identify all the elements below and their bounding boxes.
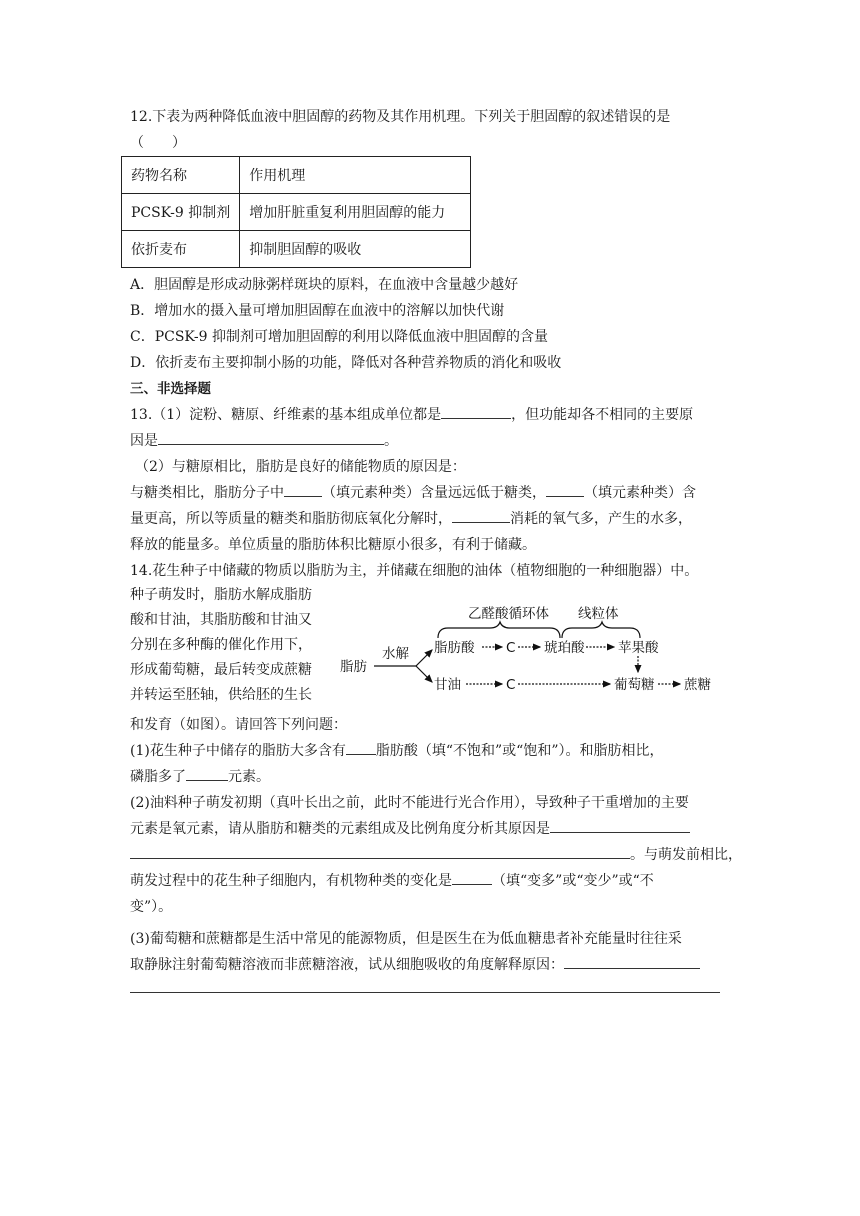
q14-narrow-5: 并转运至胚轴，供给胚的生长 [130, 687, 312, 703]
q13-line-1 [130, 406, 693, 424]
answer-blank [158, 432, 384, 445]
q14-p3-line-2 [130, 956, 700, 974]
answer-blank [564, 956, 700, 969]
label-glyoxysome: 乙醛酸循环体 [468, 606, 549, 622]
label-hydrolysis: 水解 [382, 646, 409, 662]
q13-text: 。 [384, 433, 398, 449]
q12-answer-paren: （ ） [130, 135, 186, 151]
table-header-row [122, 157, 471, 194]
arrow-to-fatty-acid [416, 650, 432, 666]
q14-text: 。与萌发前相比， [630, 847, 742, 863]
q14-narrow-2: 酸和甘油，其脂肪酸和甘油又 [130, 612, 312, 628]
node-c-2: C [506, 677, 516, 693]
q14-narrow-1: 种子萌发时，脂肪水解成脂肪 [130, 587, 312, 603]
q13-text: 13.（1）淀粉、糖原、纤维素的基本组成单位都是 [130, 407, 442, 423]
q12-option-c: C．PCSK-9 抑制剂可增加胆固醇的利用以降低血液中胆固醇的含量 [130, 329, 548, 345]
node-sucrose: 蔗糖 [684, 677, 711, 693]
q14-text: （填“变多”或“变少”或“不 [492, 873, 654, 889]
node-succinic-acid: 琥珀酸 [544, 640, 585, 656]
q13-line-4 [130, 484, 696, 502]
table-cell: 增加肝脏重复利用胆固醇的能力 [240, 194, 471, 231]
q14-text: 萌发过程中的花生种子细胞内，有机物种类的变化是 [130, 873, 452, 889]
table-row [122, 231, 471, 268]
section-heading: 三、非选择题 [130, 381, 211, 397]
q13-text: （填元素种类）含 [584, 485, 696, 501]
q13-line-3: （2）与糖原相比，脂肪是良好的储能物质的原因是： [135, 459, 466, 475]
answer-blank [550, 820, 690, 833]
table-header-cell: 作用机理 [240, 157, 471, 194]
q14-line-after: 和发育（如图）。请回答下列问题： [130, 717, 347, 733]
arrow-to-glycerol [416, 666, 432, 682]
q13-line-5 [130, 510, 692, 528]
q13-text: ，但功能却各不相同的主要原 [511, 407, 694, 423]
table-row [122, 194, 471, 231]
node-glucose: 葡萄糖 [614, 677, 655, 693]
q14-text: (1)花生种子中储存的脂肪大多含有 [130, 743, 346, 759]
q14-p3-line-1: (3)葡萄糖和蔗糖都是生活中常见的能源物质，但是医生在为低血糖患者补充能量时往往采 [130, 931, 682, 947]
node-malic-acid: 苹果酸 [618, 640, 659, 656]
answer-blank [546, 484, 584, 497]
q14-line-1: 14.花生种子中储藏的物质以脂肪为主，并储藏在细胞的油体（植物细胞的一种细胞器）中。 [130, 563, 699, 579]
label-mitochondria: 线粒体 [578, 606, 619, 622]
q14-p3-line-3 [130, 980, 720, 998]
answer-blank [130, 980, 720, 993]
q13-text: 因是 [130, 433, 158, 449]
q14-p2-line-2 [130, 820, 690, 838]
brace-mitochondria [562, 622, 640, 638]
q12-option-a: A．胆固醇是形成动脉粥样斑块的原料，在血液中含量越少越好 [130, 277, 519, 293]
answer-blank [346, 742, 376, 755]
node-glycerol: 甘油 [434, 677, 461, 693]
q14-narrow-4: 形成葡萄糖，最后转变成蔗糖 [130, 662, 312, 678]
q14-p2-line-4 [130, 872, 654, 890]
table-cell: 依折麦布 [122, 231, 240, 268]
answer-blank [441, 406, 511, 419]
q14-text: 磷脂多了 [130, 769, 186, 785]
q14-p1-line-2 [130, 768, 270, 786]
metabolism-diagram [340, 600, 740, 700]
q14-narrow-3: 分别在多种酶的催化作用下， [130, 637, 312, 653]
q12-stem: 12.下表为两种降低血液中胆固醇的药物及其作用机理。下列关于胆固醇的叙述错误的是 [130, 109, 671, 125]
answer-blank [452, 872, 492, 885]
q14-p2-line-3 [130, 846, 742, 864]
answer-blank [452, 510, 510, 523]
q14-text: 元素。 [228, 769, 270, 785]
answer-blank [130, 846, 630, 859]
table-header-cell: 药物名称 [122, 157, 240, 194]
q13-line-2 [130, 432, 398, 450]
q14-p1-line-1 [130, 742, 663, 760]
node-fat: 脂肪 [340, 659, 367, 675]
q12-option-d: D．依折麦布主要抑制小肠的功能，降低对各种营养物质的消化和吸收 [130, 355, 562, 371]
q13-text: 量更高，所以等质量的糖类和脂肪彻底氧化分解时， [130, 511, 452, 527]
q13-text: 消耗的氧气多，产生的水多， [510, 511, 692, 527]
q13-line-6: 释放的能量多。单位质量的脂肪体积比糖原小很多，有利于储藏。 [130, 537, 536, 553]
answer-blank [186, 768, 228, 781]
q13-text: 与糖类相比，脂肪分子中 [130, 485, 284, 501]
node-fatty-acid: 脂肪酸 [434, 640, 475, 656]
node-c-1: C [506, 640, 516, 656]
q14-p2-line-5: 变”）。 [130, 899, 173, 915]
q14-p2-line-1: (2)油料种子萌发初期（真叶长出之前，此时不能进行光合作用），导致种子干重增加的主要 [130, 795, 689, 811]
answer-blank [284, 484, 322, 497]
q14-text: 脂肪酸（填“不饱和”或“饱和”）。和脂肪相比， [375, 743, 664, 759]
q14-text: 元素是氧元素，请从脂肪和糖类的元素组成及比例角度分析其原因是 [130, 821, 550, 837]
q12-option-b: B．增加水的摄入量可增加胆固醇在血液中的溶解以加快代谢 [130, 303, 505, 319]
table-cell: 抑制胆固醇的吸收 [240, 231, 471, 268]
table-cell: PCSK-9 抑制剂 [122, 194, 240, 231]
drug-table [121, 156, 471, 268]
brace-glyoxysome [438, 622, 560, 638]
q13-text: （填元素种类）含量远远低于糖类， [322, 485, 546, 501]
q14-text: 取静脉注射葡萄糖溶液而非蔗糖溶液，试从细胞吸收的角度解释原因： [130, 957, 564, 973]
